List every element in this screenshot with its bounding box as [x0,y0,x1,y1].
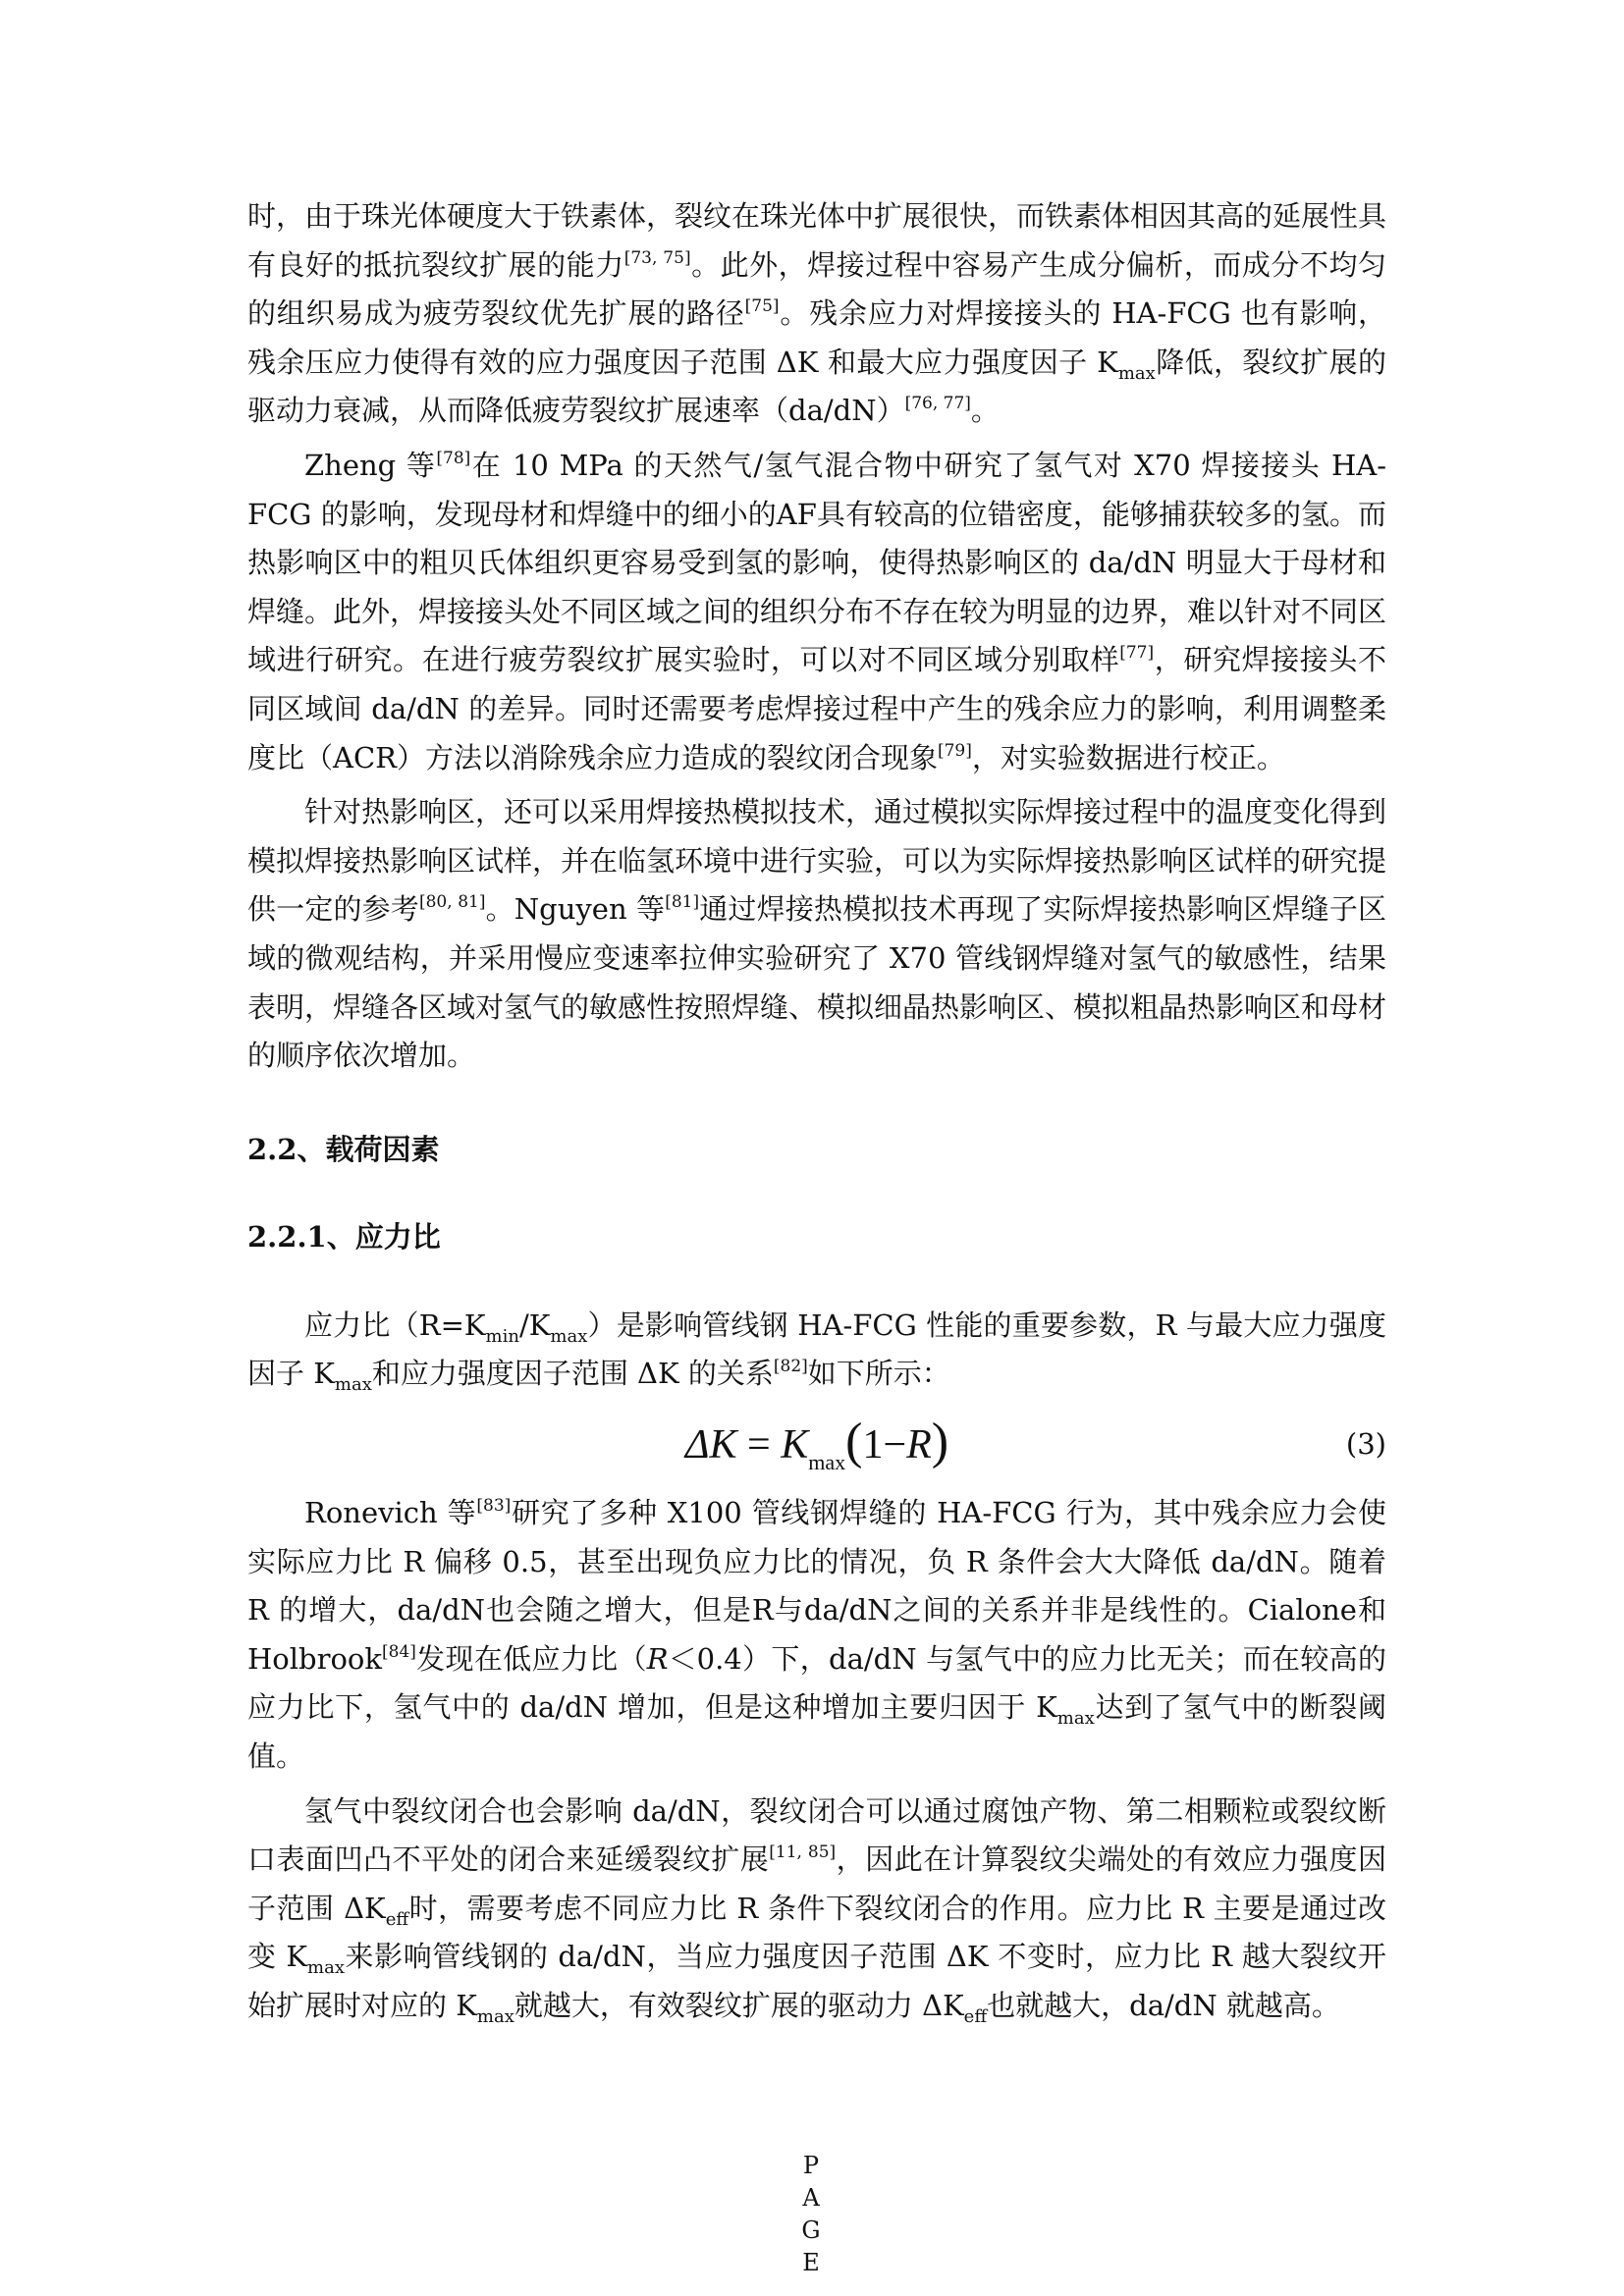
text: Ronevich 等 [304,1496,477,1530]
footer-letter: G [801,2216,821,2244]
equals-sign: = [736,1422,782,1468]
citation: [76, 77] [904,394,971,414]
text: 。Nguyen 等 [485,892,666,927]
text: 时，由于珠光体硬度大于铁素体，裂纹在珠光体中扩展很快，而铁素体相因其高的延展性具有良好的抵抗裂纹扩展的能力 [247,199,1387,282]
paragraph-2 [247,442,1386,782]
text: 。 [970,394,1000,428]
text: ，因此在计算裂纹尖端处的有效应力强度因子范围 ΔK [247,1842,1386,1925]
citation: [73, 75] [623,247,691,268]
subscript: max [1056,1708,1095,1730]
text: 时，需要考虑不同应力比 R 条件下裂纹闭合的作用。应力比 R 主要是通过改变 K [247,1891,1387,1974]
citation: [77] [1119,643,1155,664]
text: 就越大，有效裂纹扩展的驱动力 ΔK [514,1989,964,2022]
subscript: max [476,2006,514,2027]
subscript: eff [385,1908,409,1930]
subscript: eff [963,2006,988,2027]
subscript: max [550,1325,588,1347]
citation: [81] [665,892,700,913]
left-paren: ( [845,1414,863,1470]
citation: [82] [773,1357,808,1377]
text: ，对实验数据进行校正。 [971,740,1285,774]
text: 针对热影响区，还可以采用焊接热模拟技术，通过模拟实际焊接过程中的温度变化得到模拟焊接热影响区试样，并在临氢环境中进行实验，可以为实际焊接热影响区试样的研究提供一定的参考 [247,795,1387,927]
text: 。此外，焊接过程中容易产生成分偏析，而成分不均匀的组织易成为疲劳裂纹优先扩展的路径 [247,247,1386,331]
equation-row [247,1399,1386,1489]
equation-k: K [781,1422,809,1468]
equation-one: 1 [862,1422,884,1468]
paragraph-6 [247,1788,1386,2031]
equation-k-subscript: max [808,1450,846,1475]
minus-sign: − [883,1422,907,1468]
citation: [80, 81] [418,892,486,913]
text: 发现在低应力比（ [415,1641,647,1676]
text: 达到了氢气中的断裂阈值。 [247,1690,1386,1774]
text: 来影响管线钢的 da/dN，当应力强度因子范围 ΔK 不变时，应力比 R 越大裂纹开始扩展时对应的 K [247,1940,1386,2022]
subscript: max [307,1957,345,1979]
equation-lhs: ΔK [684,1422,737,1468]
text: 降低，裂纹扩展的驱动力衰减，从而降低疲劳裂纹扩展速率（da/dN） [247,345,1386,428]
paragraph-5 [247,1489,1386,1782]
citation: [84] [381,1641,416,1662]
section-heading: 2.2、载荷因素 [247,1132,440,1166]
text: ，研究焊接接头不同区域间 da/dN 的差异。同时还需要考虑焊接过程中产生的残余应力的影响，利用调整柔度比（ACR）方法以消除残余应力造成的裂纹闭合现象 [247,643,1386,774]
paragraph-3 [247,788,1386,1081]
text: 。残余应力对焊接接头的 HA-FCG 也有影响，残余压应力使得有效的应力强度因子范围 ΔK 和最大应力强度因子 K [247,296,1386,379]
equation-r: R [906,1422,932,1468]
footer-letter: P [802,2152,820,2179]
citation: [78] [436,448,471,468]
footer-letter: E [802,2249,820,2276]
text: 在 10 MPa 的天然气/氢气混合物中研究了氢气对 X70 焊接接头 HA-FCG 的影响，发现母材和焊缝中的细小的AF具有较高的位错密度，能够捕获较多的氢。而热影响区中的粗贝氏体组织更容易受到氢的影响，使得热影响区的 da/dN 明显大于母材和焊缝。此外，焊接接头处不同区域之间的组织分布不存在较为明显的边界，难以针对不同区域进行研究。在进行疲劳裂纹扩展实验时，可以对不同区域分别取样 [247,448,1387,677]
text: Zheng 等 [304,448,437,482]
text: 和应力强度因子范围 ΔK 的关系 [371,1357,774,1391]
subscript: min [485,1325,519,1347]
text: /K [518,1308,551,1342]
subsection-heading: 2.2.1、应力比 [247,1220,441,1255]
paragraph-4 [247,1302,1386,1399]
page-body [247,192,1386,2031]
subscript: max [1117,362,1156,384]
italic-r: R [646,1641,669,1676]
right-paren: ) [931,1414,949,1470]
citation: [83] [476,1496,512,1517]
text: ＜0.4）下，da/dN 与氢气中的应力比无关；而在较高的应力比下，氢气中的 da/dN 增加，但是这种增加主要归因于 K [247,1641,1386,1725]
text: 也就越大，da/dN 就越高。 [987,1989,1340,2022]
text: 通过焊接热模拟技术再现了实际焊接热影响区焊缝子区域的微观结构，并采用慢应变速率拉伸实验研究了 X70 管线钢焊缝对氢气的敏感性，结果表明，焊缝各区域对氢气的敏感性按照焊缝、模拟细晶热影响区、模拟粗晶热影响区和母材的顺序依次增加。 [247,892,1387,1073]
text: 应力比（R=K [304,1308,486,1342]
text: 氢气中裂纹闭合也会影响 da/dN，裂纹闭合可以通过腐蚀产物、第二相颗粒或裂纹断口表面凹凸不平处的闭合来延缓裂纹扩展 [247,1793,1386,1877]
citation: [75] [744,296,780,317]
equation-number: (3) [1345,1427,1386,1462]
subscript: max [334,1374,372,1396]
text: 研究了多种 X100 管线钢焊缝的 HA-FCG 行为，其中残余应力会使实际应力比 R 偏移 0.5，甚至出现负应力比的情况，负 R 条件会大大降低 da/dN。随着 R 的增大，da/dN也会随之增大，但是R与da/dN之间的关系并非是线性的。Cialone和Holbrook [247,1496,1386,1676]
citation: [79] [937,740,972,761]
citation: [11, 85] [769,1842,837,1863]
footer-letter: A [802,2184,820,2212]
equation [247,1403,1386,1490]
text: ）是影响管线钢 HA-FCG 性能的重要参数，R 与最大应力强度因子 K [247,1308,1386,1391]
text: 如下所示： [807,1357,950,1391]
page-footer [782,2150,840,2279]
paragraph-1 [247,192,1386,436]
